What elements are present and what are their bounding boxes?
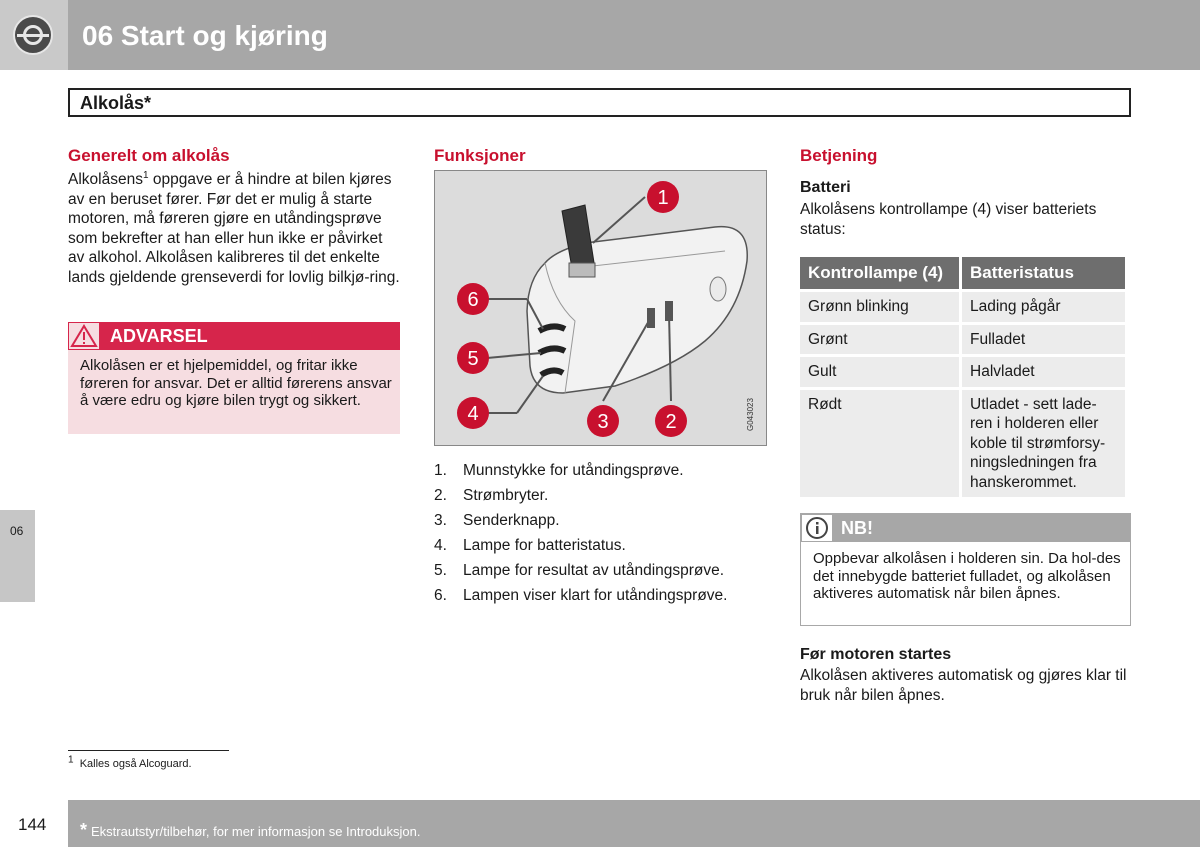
table-row: [800, 390, 1125, 498]
svg-text:6: 6: [467, 289, 479, 311]
table-header-cell: Kontrollampe (4): [800, 257, 959, 289]
operation-heading: Betjening: [800, 146, 878, 165]
page-footer: [68, 800, 1200, 847]
callout-4: [457, 397, 489, 429]
footnote: $^1$ Kalles også Alcoguard.: [68, 754, 192, 770]
table-cell: Lading pågår: [962, 292, 1125, 322]
table-cell: Grønt: [800, 325, 959, 355]
general-heading: Generelt om alkolås: [68, 146, 230, 165]
svg-text:4: 4: [467, 403, 479, 425]
svg-text:1: 1: [657, 187, 669, 209]
table-header-row: [800, 257, 1125, 289]
table-cell: Fulladet: [962, 325, 1125, 355]
warning-text: Alkolåsen er et hjelpemiddel, og fritar ikke føreren for ansvar. Det er alltid førerens ansvar å være edru og kjøre bilen trygt og sikkert.: [80, 357, 392, 409]
chapter-title: 06 Start og kjøring: [82, 20, 328, 51]
table-cell: Utladet - sett lade-ren i holderen eller koble til strømforsy-ningsledningen fra hanskerommet.: [962, 390, 1125, 498]
list-item: 6. Lampen viser klart for utåndingsprøve.: [434, 587, 728, 604]
warning-box: [68, 322, 400, 434]
list-item: 2. Strømbryter.: [434, 487, 549, 504]
note-box: [800, 513, 1131, 626]
chapter-header: [0, 0, 1200, 70]
table-row: [800, 357, 1125, 387]
before-start-text: Alkolåsen aktiveres automatisk og gjøres klar til bruk når bilen åpnes.: [800, 667, 1127, 704]
list-item: 1. Munnstykke for utåndingsprøve.: [434, 462, 684, 479]
list-item: 5. Lampe for resultat av utåndingsprøve.: [434, 562, 725, 579]
general-paragraph: Alkolåsens$^1$ oppgave er å hindre at bilen kjøres av en beruset fører. Før det er mulig å starte motoren, må føreren gjøre en utåndingsprøve som bekrefter at han eller hun ikke er påvirket av alkohol. Alkolåsen kalibreres til det enkelte lands gjeldende grenseverdi for lovlig bilkjø-ring.: [68, 169, 400, 286]
alcolock-illustration: [434, 170, 767, 446]
section-title: Alkolås*: [80, 93, 152, 113]
table-header-cell: Batteristatus: [962, 257, 1125, 289]
chapter-side-tab: [0, 510, 35, 602]
table-row: [800, 292, 1125, 322]
list-item: 3. Senderknapp.: [434, 512, 560, 529]
page-number: 144: [18, 815, 47, 834]
callout-1: [647, 181, 679, 213]
note-text: Oppbevar alkolåsen i holderen sin. Da hol-des det innebygde batteriet fulladet, og alkolåsen aktiveres automatisk når bilen åpnes.: [813, 550, 1121, 602]
table-cell: Halvladet: [962, 357, 1125, 387]
table-row: [800, 325, 1125, 355]
table-cell: Grønn blinking: [800, 292, 959, 322]
svg-text:5: 5: [467, 348, 479, 370]
callout-2: [655, 405, 687, 437]
battery-text: Alkolåsens kontrollampe (4) viser batteriets status:: [800, 201, 1097, 238]
list-item: 4. Lampe for batteristatus.: [434, 537, 626, 554]
callout-6: [457, 283, 489, 315]
table-cell: Gult: [800, 357, 959, 387]
callout-5: [457, 342, 489, 374]
steering-wheel-icon: [13, 15, 53, 55]
table-cell: Rødt: [800, 390, 959, 498]
battery-heading: Batteri: [800, 179, 851, 196]
note-label: NB!: [841, 518, 873, 538]
warning-label: ADVARSEL: [110, 326, 208, 346]
chapter-side-tab-label: 06: [10, 524, 24, 538]
svg-text:3: 3: [597, 411, 609, 433]
section-title-box: [68, 88, 1131, 117]
footer-text: * Ekstrautstyr/tilbehør, for mer informasjon se Introduksjon.: [80, 820, 421, 840]
warning-bar: [68, 322, 400, 350]
info-icon: [801, 514, 833, 542]
before-start-heading: Før motoren startes: [800, 646, 952, 663]
functions-heading: Funksjoner: [434, 146, 526, 165]
svg-text:2: 2: [665, 411, 677, 433]
footnote-divider: [68, 750, 229, 751]
warning-triangle-icon: [68, 322, 100, 350]
functions-list: [434, 462, 727, 612]
note-bar: [801, 514, 1130, 542]
callout-3: [587, 405, 619, 437]
battery-status-table: [797, 254, 1128, 500]
figure-code: G043023: [746, 398, 755, 431]
footnote-ref: 1: [142, 169, 149, 181]
